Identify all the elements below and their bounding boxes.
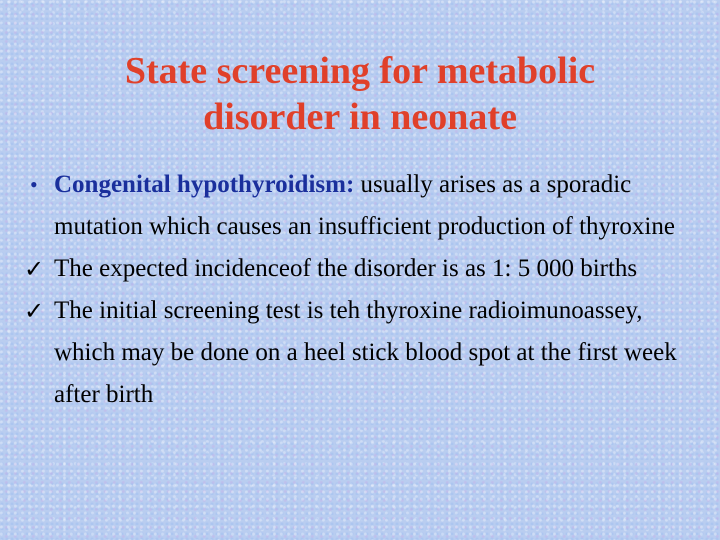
check-item-text: The expected incidenceof the disorder is as 1: 5 000 births xyxy=(54,255,638,282)
checkmark-icon: ✓ xyxy=(24,255,45,283)
slide-title-line-2: disorder in neonate xyxy=(203,96,517,138)
slide-body xyxy=(24,164,704,416)
checkmark-icon: ✓ xyxy=(24,297,45,325)
bullet-text: usually arises as a sporadic mutation which causes an insufficient production of thyroxine xyxy=(54,171,675,240)
bullet-item-hypothyroidism xyxy=(24,164,704,248)
bullet-term: Congenital hypothyroidism: xyxy=(54,171,355,198)
slide-title-line-1: State screening for metabolic xyxy=(124,50,596,92)
check-item-incidence xyxy=(24,248,704,290)
slide-title xyxy=(40,48,680,140)
check-item-screening-test xyxy=(24,290,704,416)
check-item-text: The initial screening test is teh thyroxine radioimunoassey, which may be done on a heel stick blood spot at the first week after birth xyxy=(54,297,677,408)
bullet-icon: • xyxy=(30,172,38,197)
